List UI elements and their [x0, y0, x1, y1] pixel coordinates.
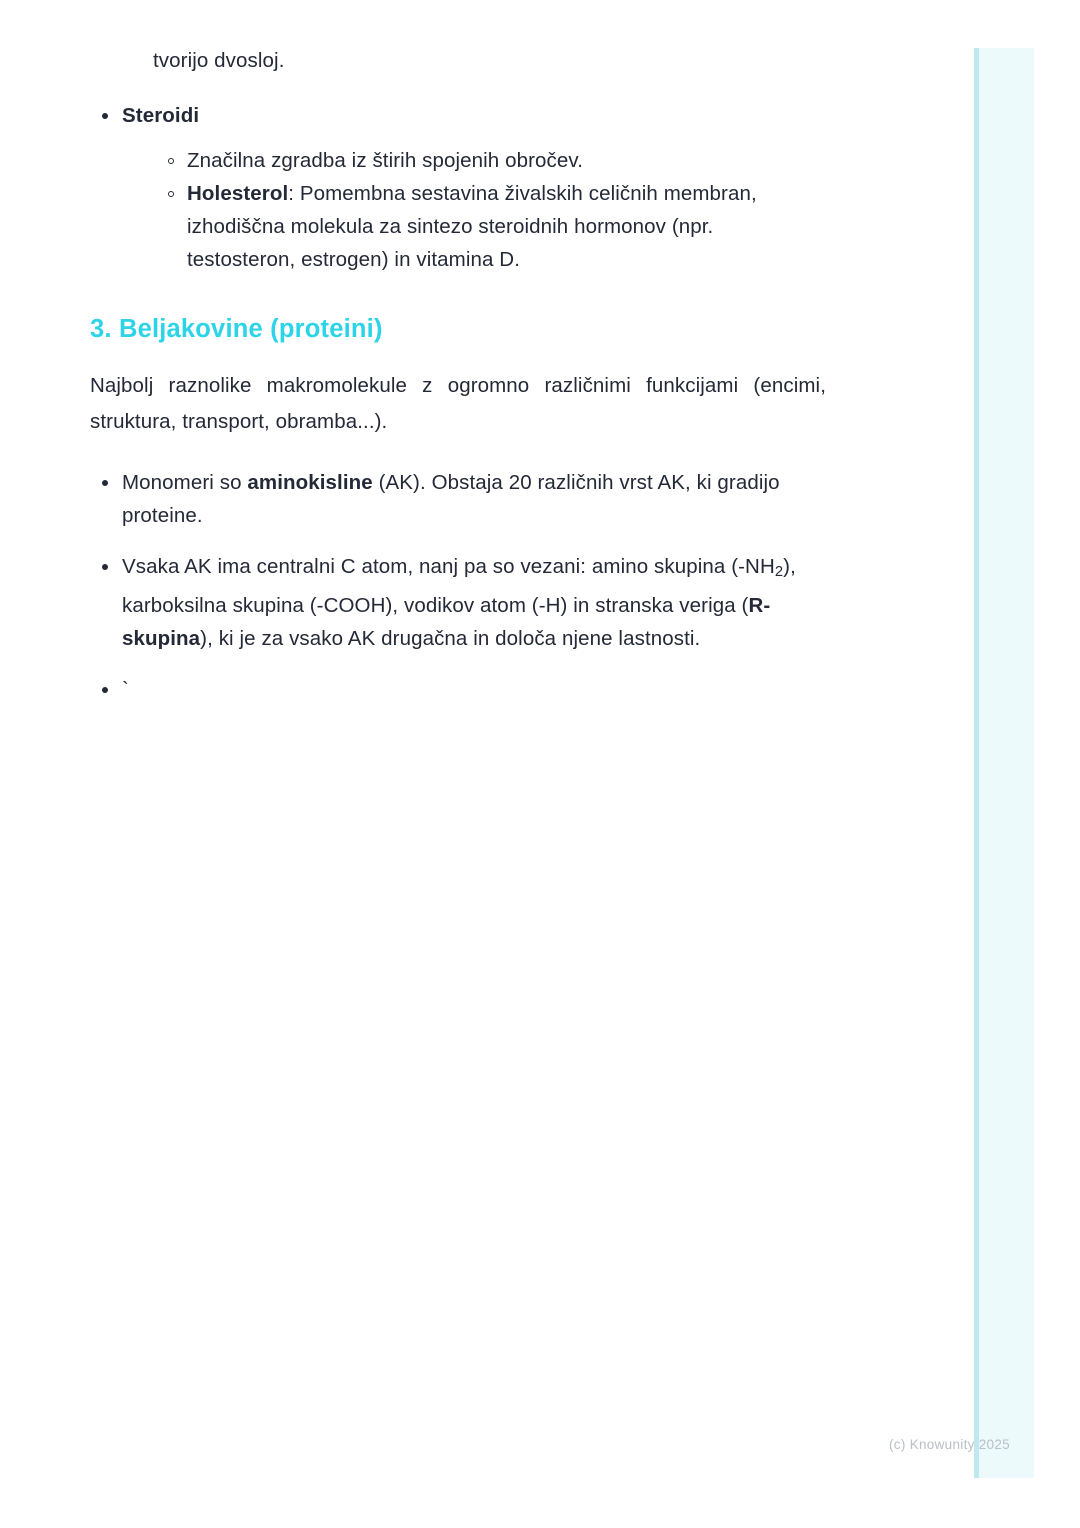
list-item-znacilna-zgradba: [155, 144, 826, 177]
backtick-text: `: [122, 678, 129, 702]
holesterol-text: : Pomembna sestavina živalskih celičnih membran, izhodiščna molekula za sintezo steroidnih hormonov (npr. testosteron, estrogen) in vitamina D.: [187, 182, 757, 271]
spacer: [90, 440, 826, 466]
copyright-watermark: (c) Knowunity 2025: [889, 1437, 1010, 1452]
vsaka-ak-text-part3: ), ki je za vsako AK drugačna in določa njene lastnosti.: [200, 627, 701, 651]
list-item-holesterol: [155, 177, 826, 276]
monomeri-text-part2: (AK). Obstaja 20 različnih vrst AK, ki gradijo proteine.: [122, 471, 780, 527]
sub-bullet-text: Značilna zgradba iz štirih spojenih obročev.: [187, 149, 584, 172]
steroids-list: [90, 99, 826, 276]
steroidi-label: Steroidi: [122, 104, 200, 127]
list-item-steroidi: [90, 99, 826, 276]
continuation-line: tvorijo dvosloj.: [153, 49, 285, 72]
holesterol-label: Holesterol: [187, 182, 289, 205]
monomeri-text-part1: Monomeri so: [122, 471, 248, 494]
list-item-empty-backtick: [90, 673, 826, 706]
nh2-subscript: 2: [774, 564, 784, 581]
proteins-list: [90, 466, 826, 706]
spacer: [122, 132, 826, 144]
text-column: [90, 44, 826, 706]
vsaka-ak-text-part2: ), karboksilna skupina (-COOH), vodikov atom (-H) in stranska veriga (: [122, 555, 796, 618]
vsaka-ak-text-part1: Vsaka AK ima centralni C atom, nanj pa so vezani: amino skupina (-NH: [122, 555, 775, 578]
list-item-vsaka-ak: [90, 550, 826, 655]
spacer: [90, 276, 826, 312]
aminokisline-bold: aminokisline: [247, 471, 373, 494]
right-band-edge: [974, 48, 979, 1478]
spacer: [90, 77, 826, 99]
spacer: [90, 346, 826, 368]
r-skupina-bold: R-skupina: [122, 594, 771, 651]
steroids-sublist: [122, 144, 826, 276]
list-item-monomeri: [90, 466, 826, 532]
page-heading-beljakovine: 3. Beljakovine (proteini): [90, 315, 383, 343]
right-decorative-band: [974, 48, 1034, 1478]
intro-paragraph: Najbolj raznolike makromolekule z ogromno različnimi funkcijami (encimi, struktura, transport, obramba...).: [90, 374, 826, 433]
